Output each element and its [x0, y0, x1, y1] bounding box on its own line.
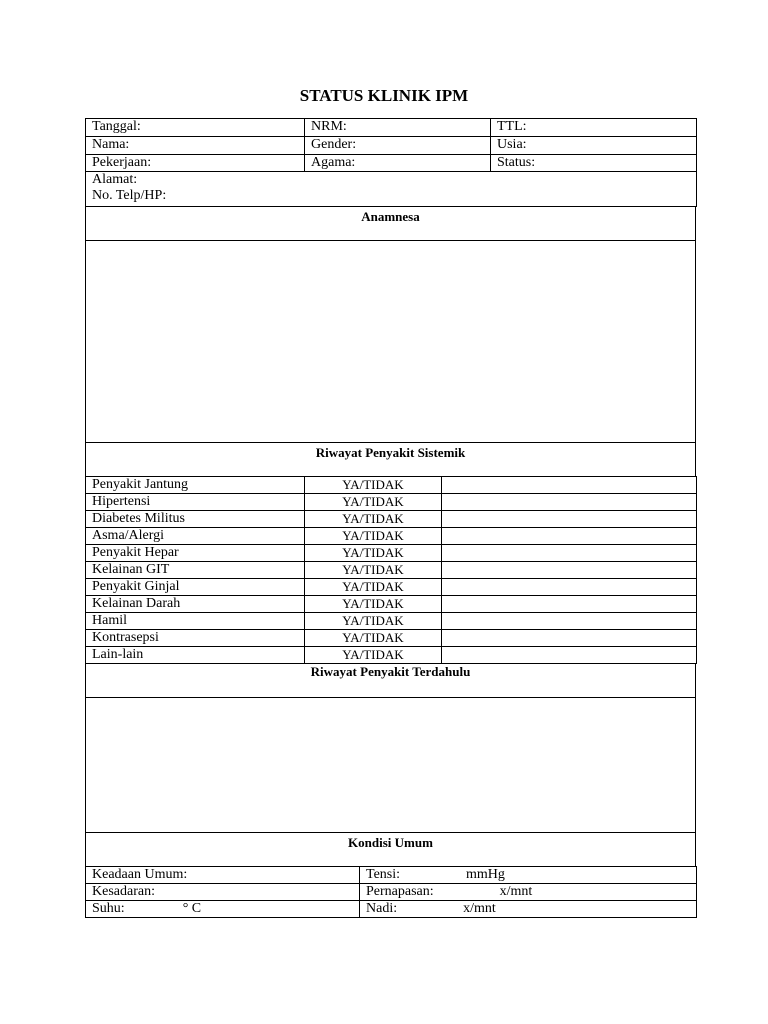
- disease-row: [86, 562, 697, 579]
- disease-notes[interactable]: [442, 630, 697, 647]
- disease-row: [86, 477, 697, 494]
- disease-name: Hamil: [86, 613, 305, 630]
- ya-tidak-option[interactable]: YA/TIDAK: [305, 579, 442, 596]
- telp-field: No. Telp/HP:: [92, 188, 167, 203]
- nama-field[interactable]: Nama:: [86, 137, 305, 155]
- ya-tidak-option[interactable]: YA/TIDAK: [305, 477, 442, 494]
- anamnesa-heading: Anamnesa: [86, 207, 696, 241]
- anamnesa-table: [85, 206, 696, 477]
- kondisi-table: [85, 866, 697, 918]
- disease-name: Asma/Alergi: [86, 528, 305, 545]
- alamat-telp-cell[interactable]: [86, 172, 697, 207]
- ya-tidak-option[interactable]: YA/TIDAK: [305, 528, 442, 545]
- disease-notes[interactable]: [442, 596, 697, 613]
- pernapasan-field[interactable]: [360, 884, 697, 901]
- suhu-unit: ° C: [182, 901, 202, 916]
- disease-name: Hipertensi: [86, 494, 305, 511]
- pernapasan-unit: x/mnt: [499, 884, 533, 899]
- disease-name: Penyakit Hepar: [86, 545, 305, 562]
- disease-name: Kelainan Darah: [86, 596, 305, 613]
- riwayat-sistemik-heading: Riwayat Penyakit Sistemik: [86, 443, 696, 477]
- ya-tidak-option[interactable]: YA/TIDAK: [305, 511, 442, 528]
- ya-tidak-option[interactable]: YA/TIDAK: [305, 494, 442, 511]
- disease-notes[interactable]: [442, 528, 697, 545]
- ttl-field[interactable]: TTL:: [491, 119, 697, 137]
- nadi-field[interactable]: [360, 901, 697, 918]
- tensi-field[interactable]: [360, 867, 697, 884]
- nadi-label: Nadi:: [366, 901, 398, 916]
- disease-name: Diabetes Militus: [86, 511, 305, 528]
- ya-tidak-option[interactable]: YA/TIDAK: [305, 647, 442, 664]
- tensi-unit: mmHg: [466, 867, 505, 882]
- riwayat-terdahulu-table: [85, 663, 696, 867]
- pernapasan-label: Pernapasan:: [366, 884, 434, 899]
- tanggal-field[interactable]: Tanggal:: [86, 119, 305, 137]
- pekerjaan-field[interactable]: Pekerjaan:: [86, 155, 305, 172]
- disease-row: [86, 630, 697, 647]
- disease-row: [86, 579, 697, 596]
- status-field[interactable]: Status:: [491, 155, 697, 172]
- disease-row: [86, 613, 697, 630]
- disease-notes[interactable]: [442, 477, 697, 494]
- gender-field[interactable]: Gender:: [305, 137, 491, 155]
- kondisi-umum-heading: Kondisi Umum: [86, 833, 696, 867]
- clinic-status-form: [85, 118, 696, 918]
- ya-tidak-option[interactable]: YA/TIDAK: [305, 630, 442, 647]
- disease-notes[interactable]: [442, 562, 697, 579]
- disease-list: [86, 477, 697, 664]
- agama-field[interactable]: Agama:: [305, 155, 491, 172]
- disease-notes[interactable]: [442, 545, 697, 562]
- riwayat-terdahulu-area[interactable]: [86, 698, 696, 833]
- disease-name: Kontrasepsi: [86, 630, 305, 647]
- disease-notes[interactable]: [442, 494, 697, 511]
- disease-table: [85, 476, 697, 664]
- alamat-field: Alamat:: [92, 172, 138, 187]
- nrm-field[interactable]: NRM:: [305, 119, 491, 137]
- disease-row: [86, 596, 697, 613]
- suhu-field[interactable]: [86, 901, 360, 918]
- usia-field[interactable]: Usia:: [491, 137, 697, 155]
- disease-name: Lain-lain: [86, 647, 305, 664]
- disease-notes[interactable]: [442, 647, 697, 664]
- identity-table: [85, 118, 697, 207]
- ya-tidak-option[interactable]: YA/TIDAK: [305, 613, 442, 630]
- disease-row: [86, 494, 697, 511]
- disease-name: Penyakit Jantung: [86, 477, 305, 494]
- disease-notes[interactable]: [442, 579, 697, 596]
- kesadaran-field[interactable]: Kesadaran:: [86, 884, 360, 901]
- ya-tidak-option[interactable]: YA/TIDAK: [305, 562, 442, 579]
- disease-row: [86, 647, 697, 664]
- tensi-label: Tensi:: [366, 867, 401, 882]
- riwayat-terdahulu-heading: Riwayat Penyakit Terdahulu: [86, 664, 696, 698]
- keadaan-umum-field[interactable]: Keadaan Umum:: [86, 867, 360, 884]
- nadi-unit: x/mnt: [463, 901, 496, 916]
- ya-tidak-option[interactable]: YA/TIDAK: [305, 596, 442, 613]
- page-title: STATUS KLINIK IPM: [299, 86, 469, 105]
- disease-name: Kelainan GIT: [86, 562, 305, 579]
- anamnesa-area[interactable]: [86, 241, 696, 443]
- ya-tidak-option[interactable]: YA/TIDAK: [305, 545, 442, 562]
- disease-notes[interactable]: [442, 613, 697, 630]
- suhu-label: Suhu:: [92, 901, 125, 916]
- disease-notes[interactable]: [442, 511, 697, 528]
- disease-row: [86, 511, 697, 528]
- disease-name: Penyakit Ginjal: [86, 579, 305, 596]
- disease-row: [86, 545, 697, 562]
- disease-row: [86, 528, 697, 545]
